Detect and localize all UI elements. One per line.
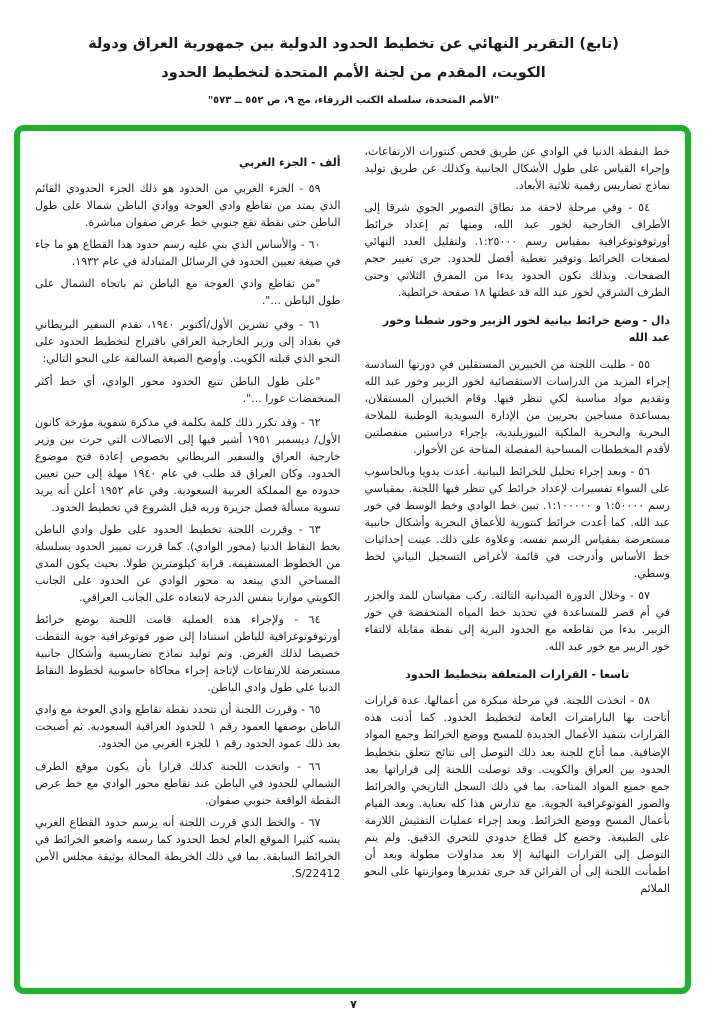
paragraph: ٦١ - وفي تشرين الأول/أكتوبر ١٩٤٠، تقدم السفير البريطاني في بغداد إلى وزير الخارجية العراقي باقتراح لتخطيط الحدود على النحو الذي قبلته الكويت. وأوضح الصيغة السالفة على النحو التالي: [35, 318, 341, 366]
report-title-line2: الكويت، المقدم من لجنة الأمم المتحدة لتخطيط الحدود [161, 65, 546, 81]
annotation-rectangle [14, 125, 691, 994]
paragraph: ٦٢ - وقد تكرر ذلك كلمة بكلمة في مذكرة شفوية مؤرخة كانون الأول/ ديسمبر ١٩٥١ أشير فيها إلى الاتصالات التي جرت بين وزير خارجية العراق والسفير البريطاني بخصوص إعادة فتح موضوع الحدود. وكان العراق قد طلب في عام ١٩٤٠ مهلة إلى حين تعيين حدوده مع المملكة العربية السعودية. وفي عام ١٩٥٢ أعلن أنه يريد تسوية مسألة فصل جزيرة وربه قبل الشروع في تخطيط الحدود. [35, 415, 341, 514]
document-header [0, 30, 707, 114]
page-number: ٧ [350, 998, 357, 1011]
section-heading: دال - وضع خرائط بيانية لخور الزبير وخور شطنا وخور عبد الله [382, 314, 670, 345]
quoted-text: "على طول الباطن تتبع الحدود محور الوادي، أي خط أكثر المنخفضات غورا ...". [35, 374, 341, 405]
quoted-text: "من تقاطع وادي العوجة مع الباطن ثم باتجاه الشمال على طول الباطن ...". [35, 277, 341, 308]
paragraph: ٥٧ - وخلال الدورة الميدانية الثالثة. ركب مقياسان للمد والجزر في أم قصر للمساعدة في تحديد خط المياه المنخفضة في خور الزبير. بدءا من تقاطعه مع الحدود البرية إلى نقطة مقابلة لالتقاء خور الزبير مع خور عبد الله. [364, 589, 670, 654]
report-title-line1: (تابع) التقرير النهائي عن تخطيط الحدود الدولية بين جمهورية العراق ودولة [88, 36, 619, 52]
paragraph: ٦٤ - ولإجراء هذه العملية قامت اللجنة بوضع خرائط أورثوفوتوغرافية للباطن استنادا إلى صور فوتوغرافية جوية التقطت خصيصا لذلك الغرض. وتم توليد نماذج تضاريسية وأشكال جانبية مستعرضة للارتفاعات لإتاحة إجراء محاكاة حاسوبية لخطوط النقاط الدنيا على طول وادي الباطن. [35, 613, 341, 695]
section-heading: تاسعا - القرارات المتعلقة بتخطيط الحدود [405, 668, 630, 682]
paragraph: ٦٠ - والأساس الذي بني عليه رسم حدود هذا القطاع هو ما جاء في صيغة تعيين الحدود في الرسائل المتبادلة في عام ١٩٣٢. [35, 238, 341, 269]
two-column-body [20, 131, 685, 988]
column-left [35, 143, 341, 982]
paragraph: ٥٦ - وبعد إجراء تحليل للخرائط البيانية. أعدت يدويا وبالحاسوب على السواء تفسيرات لإعداد خرائط كي تنظر فيها اللجنة. بمقياسي رسم ١:٥٠٠٠٠ و ١:١٠٠٠٠٠. تبين خط الوادي وخط الوسط في خور عبد الله. كما أعدت خرائط كنتورية للأعماق البحرية وأشكال جانبية مستعرضة بمقياس الرسم نفسه. وعلاوة على ذلك. عينت إحداثيات خط الأساس وأدرجت في قائمة لأغراض التسجيل البياني لخط وسطي. [364, 464, 670, 581]
paragraph: ٥٩ - الجزء الغربي من الحدود هو ذلك الجزء الحدودي القائم الذي يمتد من تقاطع وادي العوجة ووادي الباطن شمالا على طول الباطن حتى نقطة تقع جنوبي خط عرض صفوان مباشرة. [35, 182, 341, 230]
paragraph: ٥٨ - اتخذت اللجنة. في مرحلة مبكرة من أعمالها. عدة قرارات أتاحت بها البارامترات العامة لتخطيط الحدود. كما أذنت هذه القرارات بتنفيذ الأعمال الجديدة للمسح ووضع الخرائط وجمع المواد الإضافية. مما أتاح للجنة بعد ذلك التوصل إلى نتائج تتعلق بتخطيط الحدود بين العراق والكويت. وقد توصلت اللجنة إلى قراراتها بعد جمع جميع المواد المتاحة. بما في ذلك السجل التاريخي والخرائط والصور الفوتوغرافية الجوية. مع تدارس هذا كله بعناية. وبعد القيام بأعمال المسح ووضع الخرائط. وبعد إجراء عمليات التفتيش اللازمة على الطبيعة. وخضع كل قطاع حدودي للتحري الدقيق. ولم يتم التوصل إلى القرارات النهائية إلا بعد مداولات مطولة وبعد أن اطمأنت اللجنة إلى أن القرائن قد جرى تقديرها وموازنتها على النحو الملائم [364, 694, 670, 895]
paragraph: ٥٤ - وفي مرحلة لاحقة مد نطاق التصوير الجوي شرقا إلى الأطراف الخارجية لخور عبد الله، ومنها تم إعداد خرائط أورثوفوتوغرافية بمقياس رسم ١:٢٥٠٠٠. ولتقليل العدد النهائي لصفحات الخرائط وتوفير تغطية أفضل للحدود. جرى تغيير حجم الصفحات. وبذلك تكون الحدود بدءا من المفرق الثلاثي وحتى الطرف الشرقي لخور عبد الله قد غطتها ١٨ صفحة خرائطية. [364, 201, 671, 300]
source-citation: "الأمم المتحدة، سلسلة الكتب الزرقاء، مج ٩، ص ٥٥٢ ــ ٥٧٣" [207, 95, 500, 106]
paragraph: ٥٥ - طلبت اللجنة من الخبيرين المستقلين في دورتها السادسة إجراء المزيد من الدراسات الاستقصائية لخور الزبير وخور عبد الله وتقديم مواد مناسبة لكي تنظر فيها. وقام الخبيران المستقلان، بمساعدة مساحين بحريين من الإدارة السويدية الوطنية للملاحة البحرية والبحرية الملكية النيوزيلندية، بإجراء دراستين منفصلتين لأقدم المخططات المساحية المفصلة المتاحة عن الأخوار. [364, 357, 670, 456]
column-right [365, 143, 671, 982]
paragraph: ٦٧ - والخط الذي قررت اللجنة أنه يرسم حدود القطاع الغربي يشبه كثيرا الموقع العام لخط الحدود كما رسمه واضعو الخرائط في الخرائط السابقة. بما في ذلك الخريطة المحالة بوثيقة مجلس الأمن S/22412. [35, 815, 341, 880]
paragraph: ٦٦ - واتخذت اللجنة كذلك قرارا بأن يكون موقع الطرف الشمالي للحدود في الباطن عند تقاطع محور الوادي مع خط عرض النقطة الواقعة جنوبي صفوان. [35, 759, 341, 807]
paragraph: ٦٣ - وقررت اللجنة تخطيط الحدود على طول وادي الباطن بخط النقاط الدنيا (محور الوادي). كما قررت تمييز الحدود بسلسلة من الخطوط المستقيمة. قرابة كيلومترين طولا. بحيث يكون المدى المساحي الذي يبتعد به محور الوادي عن الحدود على الجانب الكويتي موازنا بنفس الدرجة لابتعاده على الجانب العراقي. [35, 522, 341, 605]
paragraph: خط النقطة الدنيا في الوادي عن طريق فحص كنتورات الارتفاعات، وإجراء القياس على طول الأشكال الجانبية وكذلك عن طريق توليد نماذج تضاريس رقمية ثلاثية الأبعاد. [364, 145, 670, 193]
section-heading: ألف - الجزء الغربي [238, 156, 341, 169]
paragraph: ٦٥ - وقررت اللجنة أن تتحدد نقطة تقاطع وادي العوجة مع وادي الباطن بوصفها العمود رقم ١ للحدود العراقية السعودية. ثم أصبحت بعد ذلك عمود الحدود رقم ١ للجزء الغربي من الحدود. [35, 703, 341, 751]
